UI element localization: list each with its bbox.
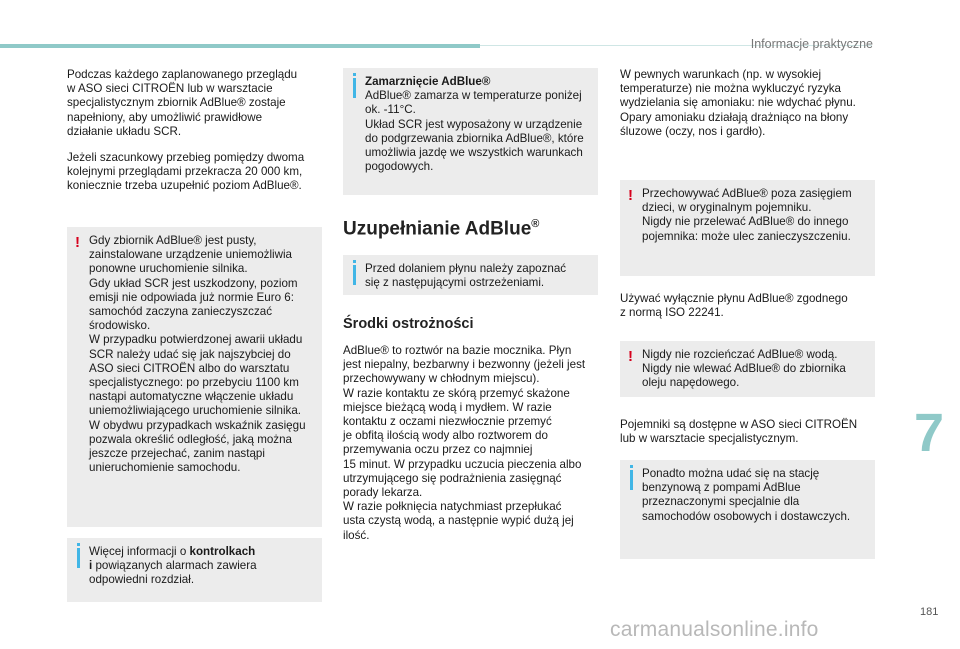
availability-text: Pojemniki są dostępne w ASO sieci CITROËN lub w warsztacie specjalistycznym.	[620, 418, 858, 446]
info-warning-lights-text: Więcej informacji o kontrolkach i powiązanych alarmach zawiera odpowiedni rozdział.	[89, 545, 257, 587]
info-icon	[630, 470, 633, 490]
col1-intro	[67, 68, 319, 139]
warning-icon: !	[75, 234, 80, 251]
page-header-title: Informacje praktyczne	[750, 37, 873, 51]
col1-mileage	[67, 151, 319, 194]
station-info-box	[620, 460, 875, 559]
info-icon	[353, 78, 356, 98]
watermark: carmanualsonline.info	[610, 618, 819, 641]
section-title: Uzupełnianie AdBlue®	[343, 218, 540, 240]
dilution-warning-text: Nigdy nie rozcieńczać AdBlue® wodą. Nigdy nie wlewać AdBlue® do zbiornika oleju napędowego.	[642, 348, 846, 390]
info-warning-lights-box	[67, 538, 322, 602]
station-info-text: Ponadto można udać się na stację benzynową z pompami AdBlue przeznaczonymi specjalnie dla samochodów osobowych i dostawczych.	[642, 467, 851, 523]
page-number: 181	[920, 606, 939, 618]
header-accent-bar	[0, 44, 480, 48]
ammonia-paragraph	[620, 68, 874, 139]
empty-tank-warning-text: Gdy zbiornik AdBlue® jest pusty, zainstalowane urządzenie uniemożliwia ponowne uruchomienie silnika. Gdy układ SCR jest uszkodzony, poziom emisji nie odpowiada już normie Euro 6: samochód zaczyna zanieczyszczać środowisko. W przypadku potwierdzonej awarii układu SCR należy udać się jak najszybciej do ASO sieci CITROËN albo do warsztatu specjalistycznego: po przebyciu 1100 km nastąpi automatyczne włączenie układu uniemożliwiającego uruchomienie silnika. W obydwu przypadkach wskaźnik zasięgu pozwala określić odległość, jaką można jeszcze przejechać, zanim nastąpi unieruchomienie samochodu.	[89, 234, 306, 475]
freezing-info-box	[343, 68, 598, 195]
ammonia-text: W pewnych warunkach (np. w wysokiej temperaturze) nie można wykluczyć ryzyka wydzielania się amoniaku: nie wdychać płynu. Opary amoniaku działają drażniąco na błony śluzowe (oczy, nos i gardło).	[620, 68, 856, 138]
subsection-title: Środki ostrożności	[343, 316, 474, 332]
read-warnings-info-box	[343, 255, 598, 295]
storage-warning-text: Przechowywać AdBlue® poza zasięgiem dzieci, w oryginalnym pojemniku. Nigdy nie przelewać AdBlue® do innego pojemnika: może ulec zanieczyszczeniu.	[642, 187, 852, 243]
warning-icon: !	[628, 348, 633, 365]
freezing-title: Zamarznięcie AdBlue®	[365, 75, 491, 88]
freezing-text: AdBlue® zamarza w temperaturze poniżej ok. -11°C. Układ SCR jest wyposażony w urządzenie do podgrzewania zbiornika AdBlue®, które umożliwia jazdę we wszystkich warunkach pogodowych.	[365, 89, 584, 174]
col1-paragraph-1: Podczas każdego zaplanowanego przeglądu w ASO sieci CITROËN lub w warsztacie specjalistycznym zbiornik AdBlue® zostaje napełniony, aby umożliwić prawidłowe działanie układu SCR.	[67, 68, 298, 138]
storage-warning-box	[620, 180, 875, 276]
col1-paragraph-2: Jeżeli szacunkowy przebieg pomiędzy dwoma kolejnymi przeglądami przekracza 20 000 km, koniecznie trzeba uzupełnić poziom AdBlue®.	[67, 151, 305, 193]
warning-icon: !	[628, 187, 633, 204]
availability-paragraph	[620, 418, 874, 446]
precautions-text: AdBlue® to roztwór na bazie mocznika. Płyn jest niepalny, bezbarwny i bezwonny (jeżeli jest przechowywany w chłodnym miejscu). W razie kontaktu ze skórą przemyć skażone miejsce bieżącą wodą i mydłem. W razie kontaktu z oczami niezwłocznie przemyć je obfitą ilością wody albo roztworem do przemywania oczu przez co najmniej 15 minut. W przypadku uczucia pieczenia albo utrzymującego się podrażnienia zasięgnąć porady lekarza. W razie połknięcia natychmiast przepłukać usta czystą wodą, a następnie wypić dużą jej ilość.	[343, 344, 586, 542]
dilution-warning-box	[620, 341, 875, 397]
info-icon	[353, 265, 356, 285]
chapter-number: 7	[914, 403, 945, 463]
precautions-body	[343, 344, 597, 543]
iso-text: Używać wyłącznie płynu AdBlue® zgodnego z normą ISO 22241.	[620, 292, 848, 320]
iso-paragraph	[620, 292, 874, 320]
info-icon	[77, 548, 80, 568]
empty-tank-warning-box	[67, 227, 322, 527]
read-warnings-text: Przed dolaniem płynu należy zapoznać się z następującymi ostrzeżeniami.	[365, 262, 567, 290]
